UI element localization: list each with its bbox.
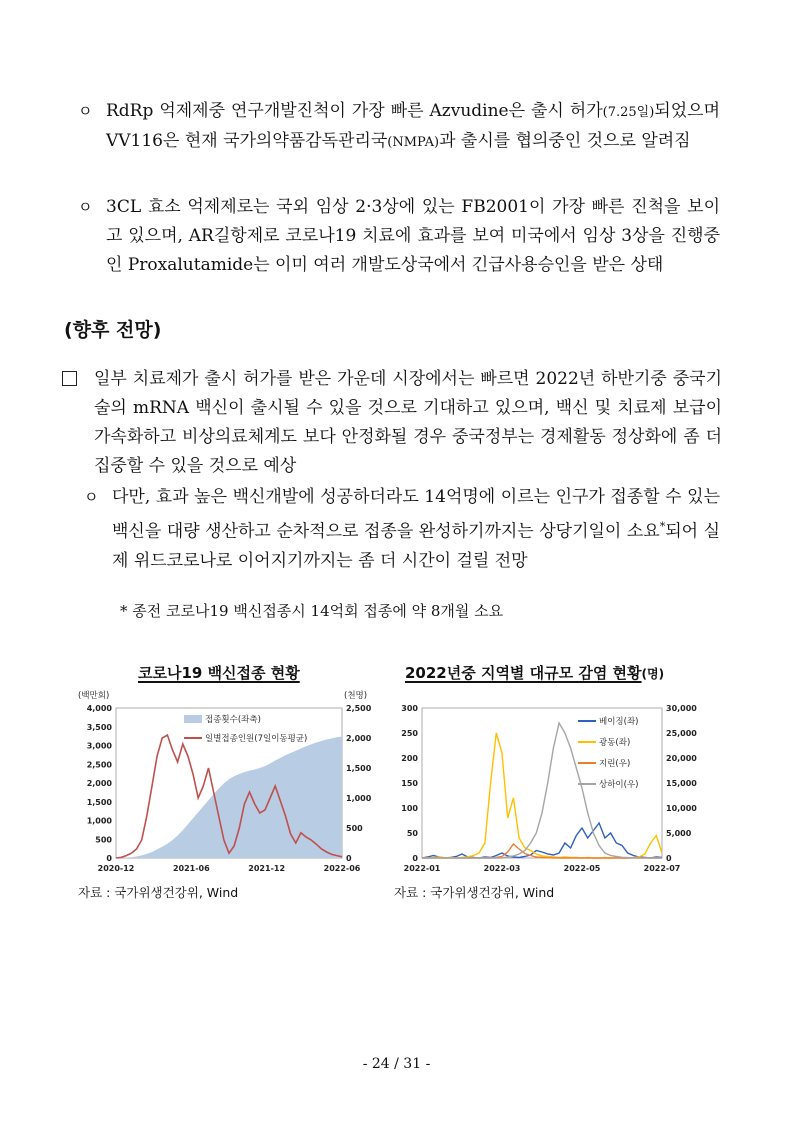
y-left-tick-label: 1,500 bbox=[86, 797, 112, 807]
main-point-text: 일부 치료제가 출시 허가를 받은 가운데 시장에서는 빠르면 2022년 하반기중 중국기술의 mRNA 백신이 출시될 수 있을 것으로 기대하고 있으며, 백신 및 치료제 보급이 가속화하고 비상의료체계도 보다 안정화될 경우 중국정부는 경제활동 정상화에 좀 더 집중할 수 있을 것으로 예상 bbox=[94, 369, 722, 476]
y-left-tick-label: 1,000 bbox=[86, 816, 112, 826]
chart1-vaccination bbox=[72, 688, 382, 880]
x-tick-label: 2022-01 bbox=[403, 864, 441, 873]
checkbox-square-icon bbox=[62, 371, 77, 386]
y-right-tick-label: 5,000 bbox=[666, 829, 692, 838]
x-tick-label: 2021-06 bbox=[172, 864, 210, 873]
y-left-tick-label: 0 bbox=[412, 854, 418, 863]
bullet-symbol: ㅇ bbox=[84, 488, 99, 506]
y-right-tick-label: 500 bbox=[346, 824, 363, 833]
page-number: - 24 / 31 - bbox=[362, 1056, 431, 1072]
y-left-tick-label: 3,000 bbox=[86, 741, 112, 751]
x-tick-label: 2021-12 bbox=[248, 864, 286, 873]
bullet-3cl bbox=[80, 193, 720, 280]
y-left-tick-label: 3,500 bbox=[86, 722, 112, 732]
y-right-tick-label: 25,000 bbox=[666, 729, 697, 738]
y-right-tick-label: 0 bbox=[346, 854, 352, 863]
bullet-text: RdRp 억제제중 연구개발진척이 가장 빠른 Azvudine은 출시 허가(7.25일)되었으며 VV116은 현재 국가의약품감독관리국(NMPA)과 출시를 협의중인 것으로 알려짐 bbox=[106, 101, 720, 151]
y-left-tick-label: 50 bbox=[406, 829, 418, 838]
chart2-regional-infections bbox=[392, 688, 712, 880]
y-left-tick-label: 200 bbox=[401, 754, 418, 763]
right-axis-unit: (천명) bbox=[344, 691, 368, 701]
bullet-text: 3CL 효소 억제제로는 국외 임상 2·3상에 있는 FB2001이 가장 빠른 진척을 보이고 있으며, AR길항제로 코로나19 치료에 효과를 보여 미국에서 임상 3상을 진행중인 Proxalutamide는 이미 여러 개발도상국에서 긴급사용승인을 받은 상태 bbox=[106, 197, 720, 275]
sub-point-text: 다만, 효과 높은 백신개발에 성공하더라도 14억명에 이르는 인구가 접종할 수 있는 백신을 대량 생산하고 순차적으로 접종을 완성하기까지는 상당기일이 소요*되어 실제 위드코로나로 이어지기까지는 좀 더 시간이 걸릴 전망 bbox=[112, 487, 720, 571]
legend-label: 접종횟수(좌축) bbox=[205, 715, 261, 725]
legend-label: 상하이(우) bbox=[599, 780, 639, 790]
y-right-tick-label: 20,000 bbox=[666, 754, 697, 763]
y-left-tick-label: 250 bbox=[401, 729, 418, 738]
y-left-tick-label: 500 bbox=[95, 835, 112, 845]
left-axis-unit: (백만회) bbox=[78, 691, 110, 701]
main-point bbox=[62, 365, 722, 481]
y-right-tick-label: 2,500 bbox=[346, 704, 372, 713]
bullet-symbol: ㅇ bbox=[78, 198, 93, 216]
y-right-tick-label: 1,000 bbox=[346, 794, 372, 803]
footnote: * 종전 코로나19 백신접종시 14억회 접종에 약 8개월 소요 bbox=[120, 602, 504, 620]
legend-label: 일별접종인원(7일이동평균) bbox=[205, 734, 308, 744]
y-left-tick-label: 2,000 bbox=[86, 779, 112, 788]
x-tick-label: 2022-07 bbox=[643, 864, 681, 873]
sub-point bbox=[86, 483, 720, 576]
y-left-tick-label: 300 bbox=[401, 704, 418, 713]
y-left-tick-label: 2,500 bbox=[86, 760, 112, 770]
y-left-tick-label: 150 bbox=[401, 779, 418, 788]
chart1-title: 코로나19 백신접종 현황 bbox=[138, 664, 300, 682]
legend-label: 베이징(좌) bbox=[599, 717, 639, 727]
legend-label: 지린(우) bbox=[599, 759, 631, 769]
y-left-tick-label: 0 bbox=[106, 854, 112, 863]
y-left-tick-label: 100 bbox=[401, 804, 418, 813]
chart2-title: 2022년중 지역별 대규모 감염 현황(명) bbox=[405, 664, 665, 682]
bullet-azvudine bbox=[80, 97, 720, 157]
chart2-source: 자료 : 국가위생건강위, Wind bbox=[394, 885, 555, 900]
x-tick-label: 2020-12 bbox=[97, 864, 135, 873]
bullet-symbol: ㅇ bbox=[78, 102, 93, 120]
y-left-tick-label: 4,000 bbox=[86, 704, 112, 713]
legend-swatch bbox=[184, 715, 202, 723]
y-right-tick-label: 1,500 bbox=[346, 764, 372, 773]
x-tick-label: 2022-03 bbox=[483, 864, 521, 873]
y-right-tick-label: 15,000 bbox=[666, 779, 697, 788]
legend-label: 광동(좌) bbox=[599, 738, 631, 748]
y-right-tick-label: 2,000 bbox=[346, 734, 372, 743]
x-tick-label: 2022-05 bbox=[563, 864, 601, 873]
y-right-tick-label: 0 bbox=[666, 854, 672, 863]
x-tick-label: 2022-06 bbox=[323, 864, 361, 873]
y-right-tick-label: 30,000 bbox=[666, 704, 697, 713]
section-heading: (향후 전망) bbox=[64, 319, 162, 341]
y-right-tick-label: 10,000 bbox=[666, 804, 697, 813]
chart1-source: 자료 : 국가위생건강위, Wind bbox=[78, 885, 239, 900]
